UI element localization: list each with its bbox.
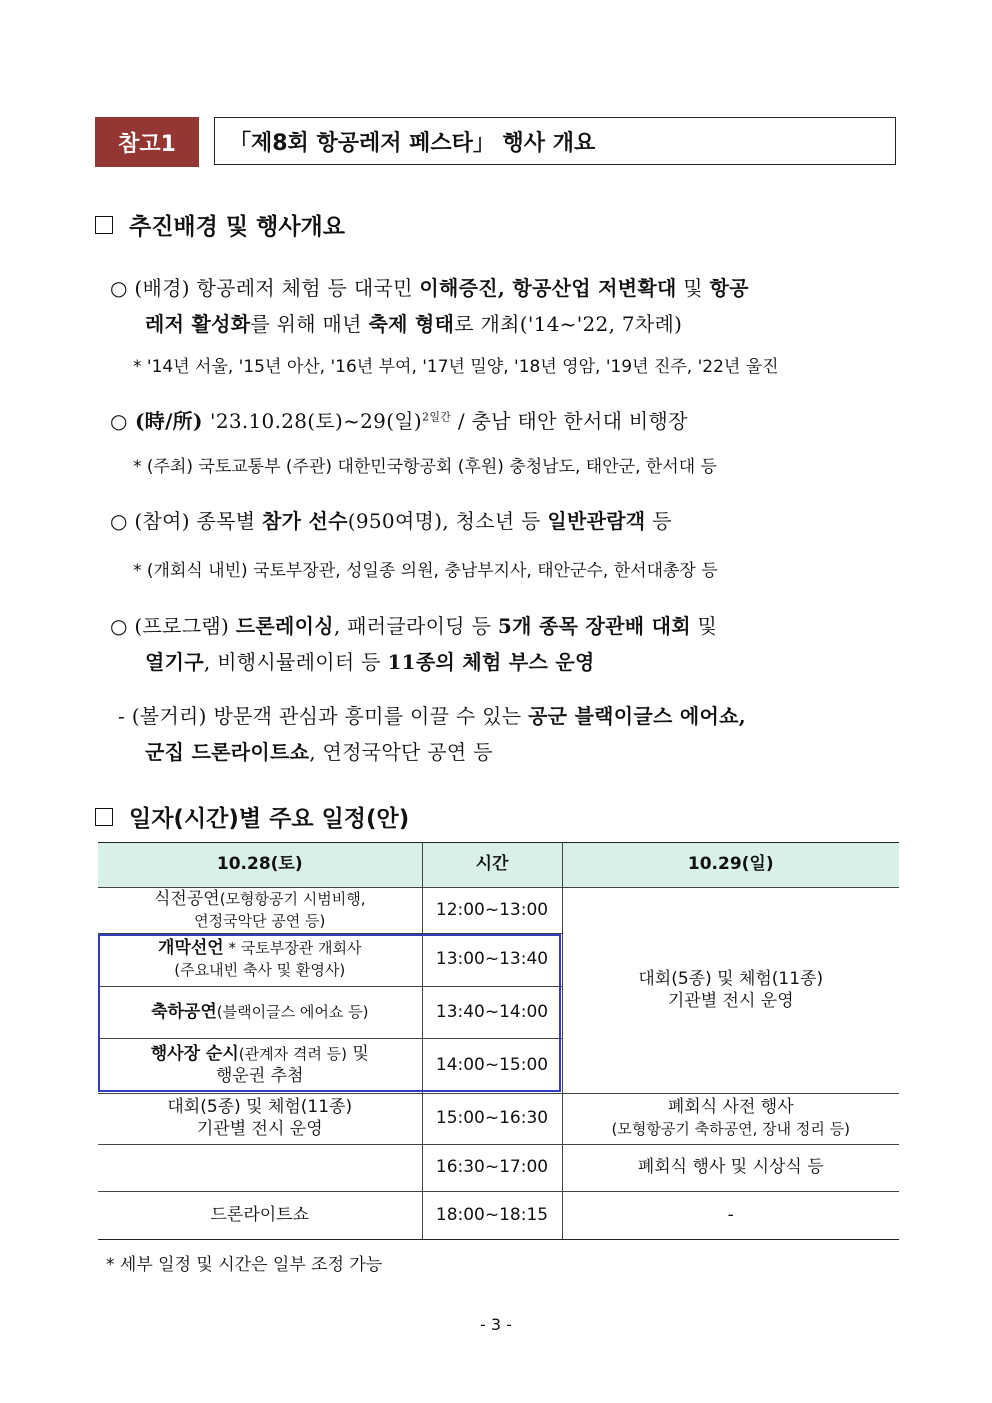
header-day1: 10.28(토) — [98, 843, 422, 888]
table-header-row — [98, 843, 899, 888]
attraction-line-1: - (볼거리) 방문객 관심과 흥미를 이끌 수 있는 공군 블랙이글스 에어쇼, — [118, 704, 747, 728]
reference-badge: 참고1 — [95, 117, 199, 167]
background-note: * '14년 서울, '15년 아산, '16년 부여, '17년 밀양, '18년 영암, '19년 진주, '22년 울진 — [133, 357, 779, 377]
guest-note: * (개회식 내빈) 국토부장관, 성일종 의원, 충남부지사, 태안군수, 한서대총장 등 — [133, 561, 718, 581]
cell-time: 15:00~16:30 — [422, 1094, 562, 1145]
section-heading-text: 추진배경 및 행사개요 — [129, 214, 345, 240]
table-row — [98, 1192, 899, 1240]
checkbox-square-icon — [95, 216, 113, 234]
schedule-place-line: ○ (時/所) '23.10.28(토)~29(일)$^{2일간}$ / 충남 태안 한서대 비행장 — [110, 409, 688, 433]
cell-time: 12:00~13:00 — [422, 888, 562, 934]
section-heading-overview — [95, 208, 345, 241]
table-row — [98, 1145, 899, 1192]
schedule-table — [98, 842, 899, 1240]
program-line-1: ○ (프로그램) 드론레이싱, 패러글라이딩 등 5개 종목 장관배 대회 및 — [110, 614, 718, 638]
cell-day1: 개막선언 * 국토부장관 개회사 (주요내빈 축사 및 환영사) — [98, 934, 422, 987]
section-heading-text: 일자(시간)별 주요 일정(안) — [129, 806, 410, 832]
cell-day2: 폐회식 행사 및 시상식 등 — [562, 1145, 899, 1192]
cell-time: 13:00~13:40 — [422, 934, 562, 987]
cell-day2: 폐회식 사전 행사 (모형항공기 축하공연, 장내 정리 등) — [562, 1094, 899, 1145]
background-line-2: 레저 활성화를 위해 매년 축제 형태로 개최('14~'22, 7차례) — [145, 312, 683, 336]
participation-line: ○ (참여) 종목별 참가 선수(950여명), 청소년 등 일반관람객 등 — [110, 509, 672, 533]
cell-time: 14:00~15:00 — [422, 1039, 562, 1094]
cell-time: 16:30~17:00 — [422, 1145, 562, 1192]
table-row — [98, 888, 899, 934]
page-number: - 3 - — [480, 1315, 512, 1334]
attraction-line-2: 군집 드론라이트쇼, 연정국악단 공연 등 — [145, 740, 493, 764]
footnote: * 세부 일정 및 시간은 일부 조정 가능 — [106, 1255, 383, 1275]
header-day2: 10.29(일) — [562, 843, 899, 888]
cell-day2-merged: 대회(5종) 및 체험(11종) 기관별 전시 운영 — [562, 888, 899, 1094]
cell-day1: 식전공연(모형항공기 시범비행, 연정국악단 공연 등) — [98, 888, 422, 934]
header-time: 시간 — [422, 843, 562, 888]
table-row — [98, 1094, 899, 1145]
cell-day1: 행사장 순시(관계자 격려 등) 및 행운권 추첨 — [98, 1039, 422, 1094]
cell-time: 18:00~18:15 — [422, 1192, 562, 1240]
program-line-2: 열기구, 비행시뮬레이터 등 11종의 체험 부스 운영 — [145, 650, 595, 674]
cell-day1 — [98, 1145, 422, 1192]
document-title: 「제8회 항공레저 페스타」 행사 개요 — [214, 117, 896, 165]
host-note: * (주최) 국토교통부 (주관) 대한민국항공회 (후원) 충청남도, 태안군, 한서대 등 — [133, 457, 717, 477]
checkbox-square-icon — [95, 808, 113, 826]
cell-time: 13:40~14:00 — [422, 987, 562, 1039]
cell-day1: 대회(5종) 및 체험(11종) 기관별 전시 운영 — [98, 1094, 422, 1145]
section-heading-schedule — [95, 800, 409, 833]
background-line-1: ○ (배경) 항공레저 체험 등 대국민 이해증진, 항공산업 저변확대 및 항공 — [110, 276, 749, 300]
cell-day1: 축하공연(블랙이글스 에어쇼 등) — [98, 987, 422, 1039]
cell-day2: - — [562, 1192, 899, 1240]
cell-day1: 드론라이트쇼 — [98, 1192, 422, 1240]
